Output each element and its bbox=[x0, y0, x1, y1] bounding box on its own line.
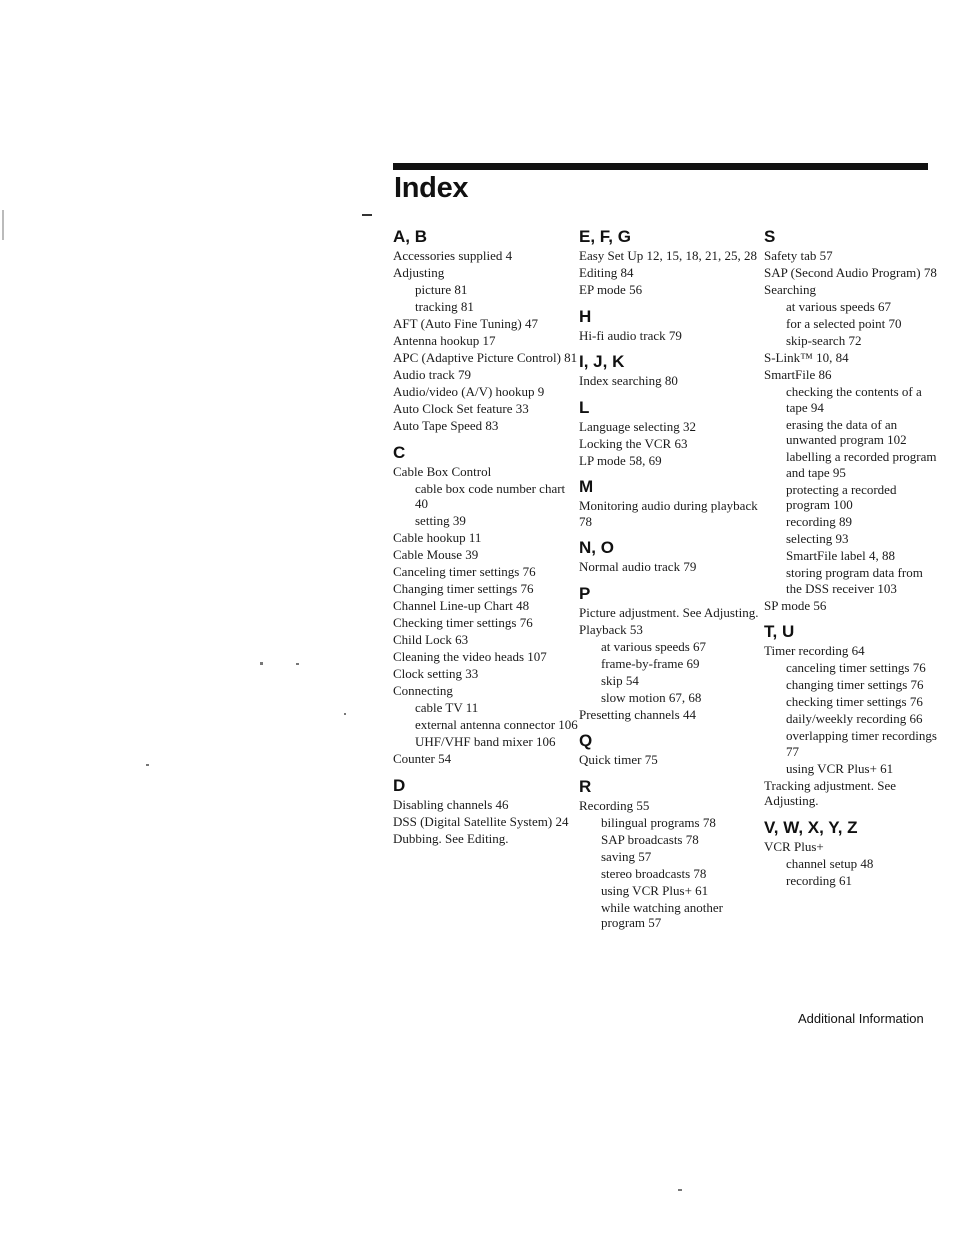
index-subentry: skip-search 72 bbox=[786, 333, 862, 348]
section-heading: L bbox=[579, 397, 590, 417]
index-subentry: tracking 81 bbox=[415, 299, 474, 314]
index-subentry: frame-by-frame 69 bbox=[601, 655, 700, 671]
index-entry: Checking timer settings 76 bbox=[393, 615, 533, 630]
index-subentry: saving 57 bbox=[601, 848, 652, 864]
section-heading: C bbox=[393, 442, 406, 462]
index-entry: Auto Clock Set feature 33 bbox=[393, 401, 529, 416]
index-entry: Audio track 79 bbox=[393, 367, 471, 382]
index-entry: DSS (Digital Satellite System) 24 bbox=[393, 813, 569, 829]
index-subentry: recording 61 bbox=[786, 872, 853, 888]
index-entry: Searching bbox=[764, 282, 816, 297]
index-entry: SAP (Second Audio Program) 78 bbox=[764, 265, 937, 280]
index-subentry: erasing the data of an unwanted program 102 bbox=[786, 416, 907, 447]
scan-speck bbox=[260, 662, 263, 665]
section-heading: Q bbox=[579, 731, 593, 750]
section-heading: M bbox=[579, 477, 594, 496]
index-subentry: bilingual programs 78 bbox=[601, 814, 716, 830]
section-heading: E, F, G bbox=[579, 227, 631, 246]
index-subentry: canceling timer settings 76 bbox=[786, 660, 926, 675]
index-column-3 bbox=[764, 226, 939, 890]
index-subentry: SAP broadcasts 78 bbox=[601, 831, 699, 847]
page-title: Index bbox=[394, 172, 469, 204]
index-entry: Monitoring audio during playback 78 bbox=[579, 498, 758, 529]
index-entry: SP mode 56 bbox=[764, 597, 827, 613]
index-entry: Adjusting bbox=[393, 265, 445, 280]
index-subentry: cable TV 11 bbox=[415, 700, 479, 715]
index-entry: Safety tab 57 bbox=[764, 248, 833, 263]
index-entry: Accessories supplied 4 bbox=[393, 248, 513, 263]
index-entry: Presetting channels 44 bbox=[579, 706, 696, 722]
scan-speck bbox=[296, 663, 299, 665]
section-heading: H bbox=[579, 306, 592, 326]
index-subentry: skip 54 bbox=[601, 672, 639, 688]
index-subentry: changing timer settings 76 bbox=[786, 677, 924, 692]
index-subentry: cable box code number chart 40 bbox=[415, 480, 566, 511]
index-subentry: daily/weekly recording 66 bbox=[786, 711, 923, 726]
index-entry: APC (Adaptive Picture Control) 81 bbox=[393, 350, 578, 365]
index-column-1 bbox=[393, 226, 578, 848]
index-subentry: setting 39 bbox=[415, 513, 466, 528]
index-subentry: storing program data from the DSS receiver 103 bbox=[786, 565, 923, 596]
section-heading: P bbox=[579, 583, 591, 603]
index-entry: Clock setting 33 bbox=[393, 666, 479, 681]
scan-speck bbox=[146, 764, 149, 766]
index-subentry: stereo broadcasts 78 bbox=[601, 865, 707, 881]
index-entry: Antenna hookup 17 bbox=[393, 333, 496, 348]
index-entry: Cable Mouse 39 bbox=[393, 547, 479, 562]
index-subentry: checking the contents of a tape 94 bbox=[786, 384, 922, 415]
index-entry: Normal audio track 79 bbox=[579, 559, 697, 574]
scan-speck bbox=[678, 1189, 682, 1191]
index-subentry: at various speeds 67 bbox=[601, 638, 707, 654]
section-heading: T, U bbox=[764, 622, 795, 641]
index-entry: Editing 84 bbox=[579, 265, 634, 280]
index-entry: Cleaning the video heads 107 bbox=[393, 649, 547, 664]
index-entry: Counter 54 bbox=[393, 751, 452, 766]
index-entry: LP mode 58, 69 bbox=[579, 452, 662, 468]
index-entry: Child Lock 63 bbox=[393, 632, 469, 647]
index-entry: Audio/video (A/V) hookup 9 bbox=[393, 384, 545, 399]
index-entry: Quick timer 75 bbox=[579, 752, 658, 767]
index-entry: Picture adjustment. See Adjusting. bbox=[579, 604, 759, 620]
index-entry: Auto Tape Speed 83 bbox=[393, 418, 499, 433]
index-entry: Locking the VCR 63 bbox=[579, 435, 688, 451]
index-subentry: using VCR Plus+ 61 bbox=[786, 760, 894, 776]
index-subentry: slow motion 67, 68 bbox=[601, 689, 702, 705]
index-subentry: checking timer settings 76 bbox=[786, 694, 923, 709]
section-heading: S bbox=[764, 227, 776, 246]
scan-speck bbox=[344, 713, 346, 715]
index-entry: Dubbing. See Editing. bbox=[393, 830, 509, 846]
index-entry: Timer recording 64 bbox=[764, 643, 865, 658]
index-entry: Connecting bbox=[393, 683, 453, 698]
scan-speck bbox=[362, 214, 372, 216]
index-subentry: overlapping timer recordings 77 bbox=[786, 728, 937, 759]
index-subentry: recording 89 bbox=[786, 514, 853, 529]
title-rule bbox=[393, 163, 928, 170]
index-entry: AFT (Auto Fine Tuning) 47 bbox=[393, 316, 538, 331]
index-entry: Changing timer settings 76 bbox=[393, 581, 534, 596]
section-footer: Additional Information bbox=[798, 1011, 924, 1026]
index-column-2 bbox=[579, 226, 764, 932]
index-entry: Index searching 80 bbox=[579, 373, 678, 388]
section-heading: A, B bbox=[393, 227, 427, 246]
index-entry: Easy Set Up 12, 15, 18, 21, 25, 28 bbox=[579, 248, 758, 263]
index-subentry: protecting a recorded program 100 bbox=[786, 481, 897, 512]
index-subentry: for a selected point 70 bbox=[786, 316, 902, 331]
index-subentry: selecting 93 bbox=[786, 531, 849, 546]
index-entry: Canceling timer settings 76 bbox=[393, 564, 536, 579]
index-entry: Disabling channels 46 bbox=[393, 796, 509, 812]
index-entry: S-Link™ 10, 84 bbox=[764, 350, 849, 365]
index-subentry: channel setup 48 bbox=[786, 855, 874, 871]
index-entry: Cable hookup 11 bbox=[393, 530, 482, 545]
index-subentry: using VCR Plus+ 61 bbox=[601, 882, 709, 898]
section-heading: V, W, X, Y, Z bbox=[764, 817, 858, 837]
index-subentry: labelling a recorded program and tape 95 bbox=[786, 449, 937, 480]
index-entry: SmartFile 86 bbox=[764, 367, 832, 382]
index-subentry: at various speeds 67 bbox=[786, 299, 892, 314]
section-heading: D bbox=[393, 775, 406, 795]
index-entry: Recording 55 bbox=[579, 797, 650, 813]
index-entry: Channel Line-up Chart 48 bbox=[393, 598, 530, 613]
index-entry: Cable Box Control bbox=[393, 463, 492, 479]
index-entry: Tracking adjustment. See Adjusting. bbox=[764, 777, 897, 808]
index-entry: EP mode 56 bbox=[579, 282, 643, 297]
index-entry: Playback 53 bbox=[579, 621, 643, 637]
section-heading: R bbox=[579, 776, 592, 796]
index-entry: Language selecting 32 bbox=[579, 418, 696, 434]
index-entry: Hi-fi audio track 79 bbox=[579, 327, 682, 343]
index-subentry: UHF/VHF band mixer 106 bbox=[415, 734, 556, 749]
index-subentry: while watching another program 57 bbox=[601, 899, 724, 930]
index-subentry: picture 81 bbox=[415, 282, 468, 297]
section-heading: I, J, K bbox=[579, 352, 625, 371]
index-subentry: SmartFile label 4, 88 bbox=[786, 548, 896, 563]
index-entry: VCR Plus+ bbox=[764, 838, 824, 854]
scan-speck bbox=[2, 210, 4, 240]
index-subentry: external antenna connector 106 bbox=[415, 717, 578, 732]
section-heading: N, O bbox=[579, 538, 614, 557]
